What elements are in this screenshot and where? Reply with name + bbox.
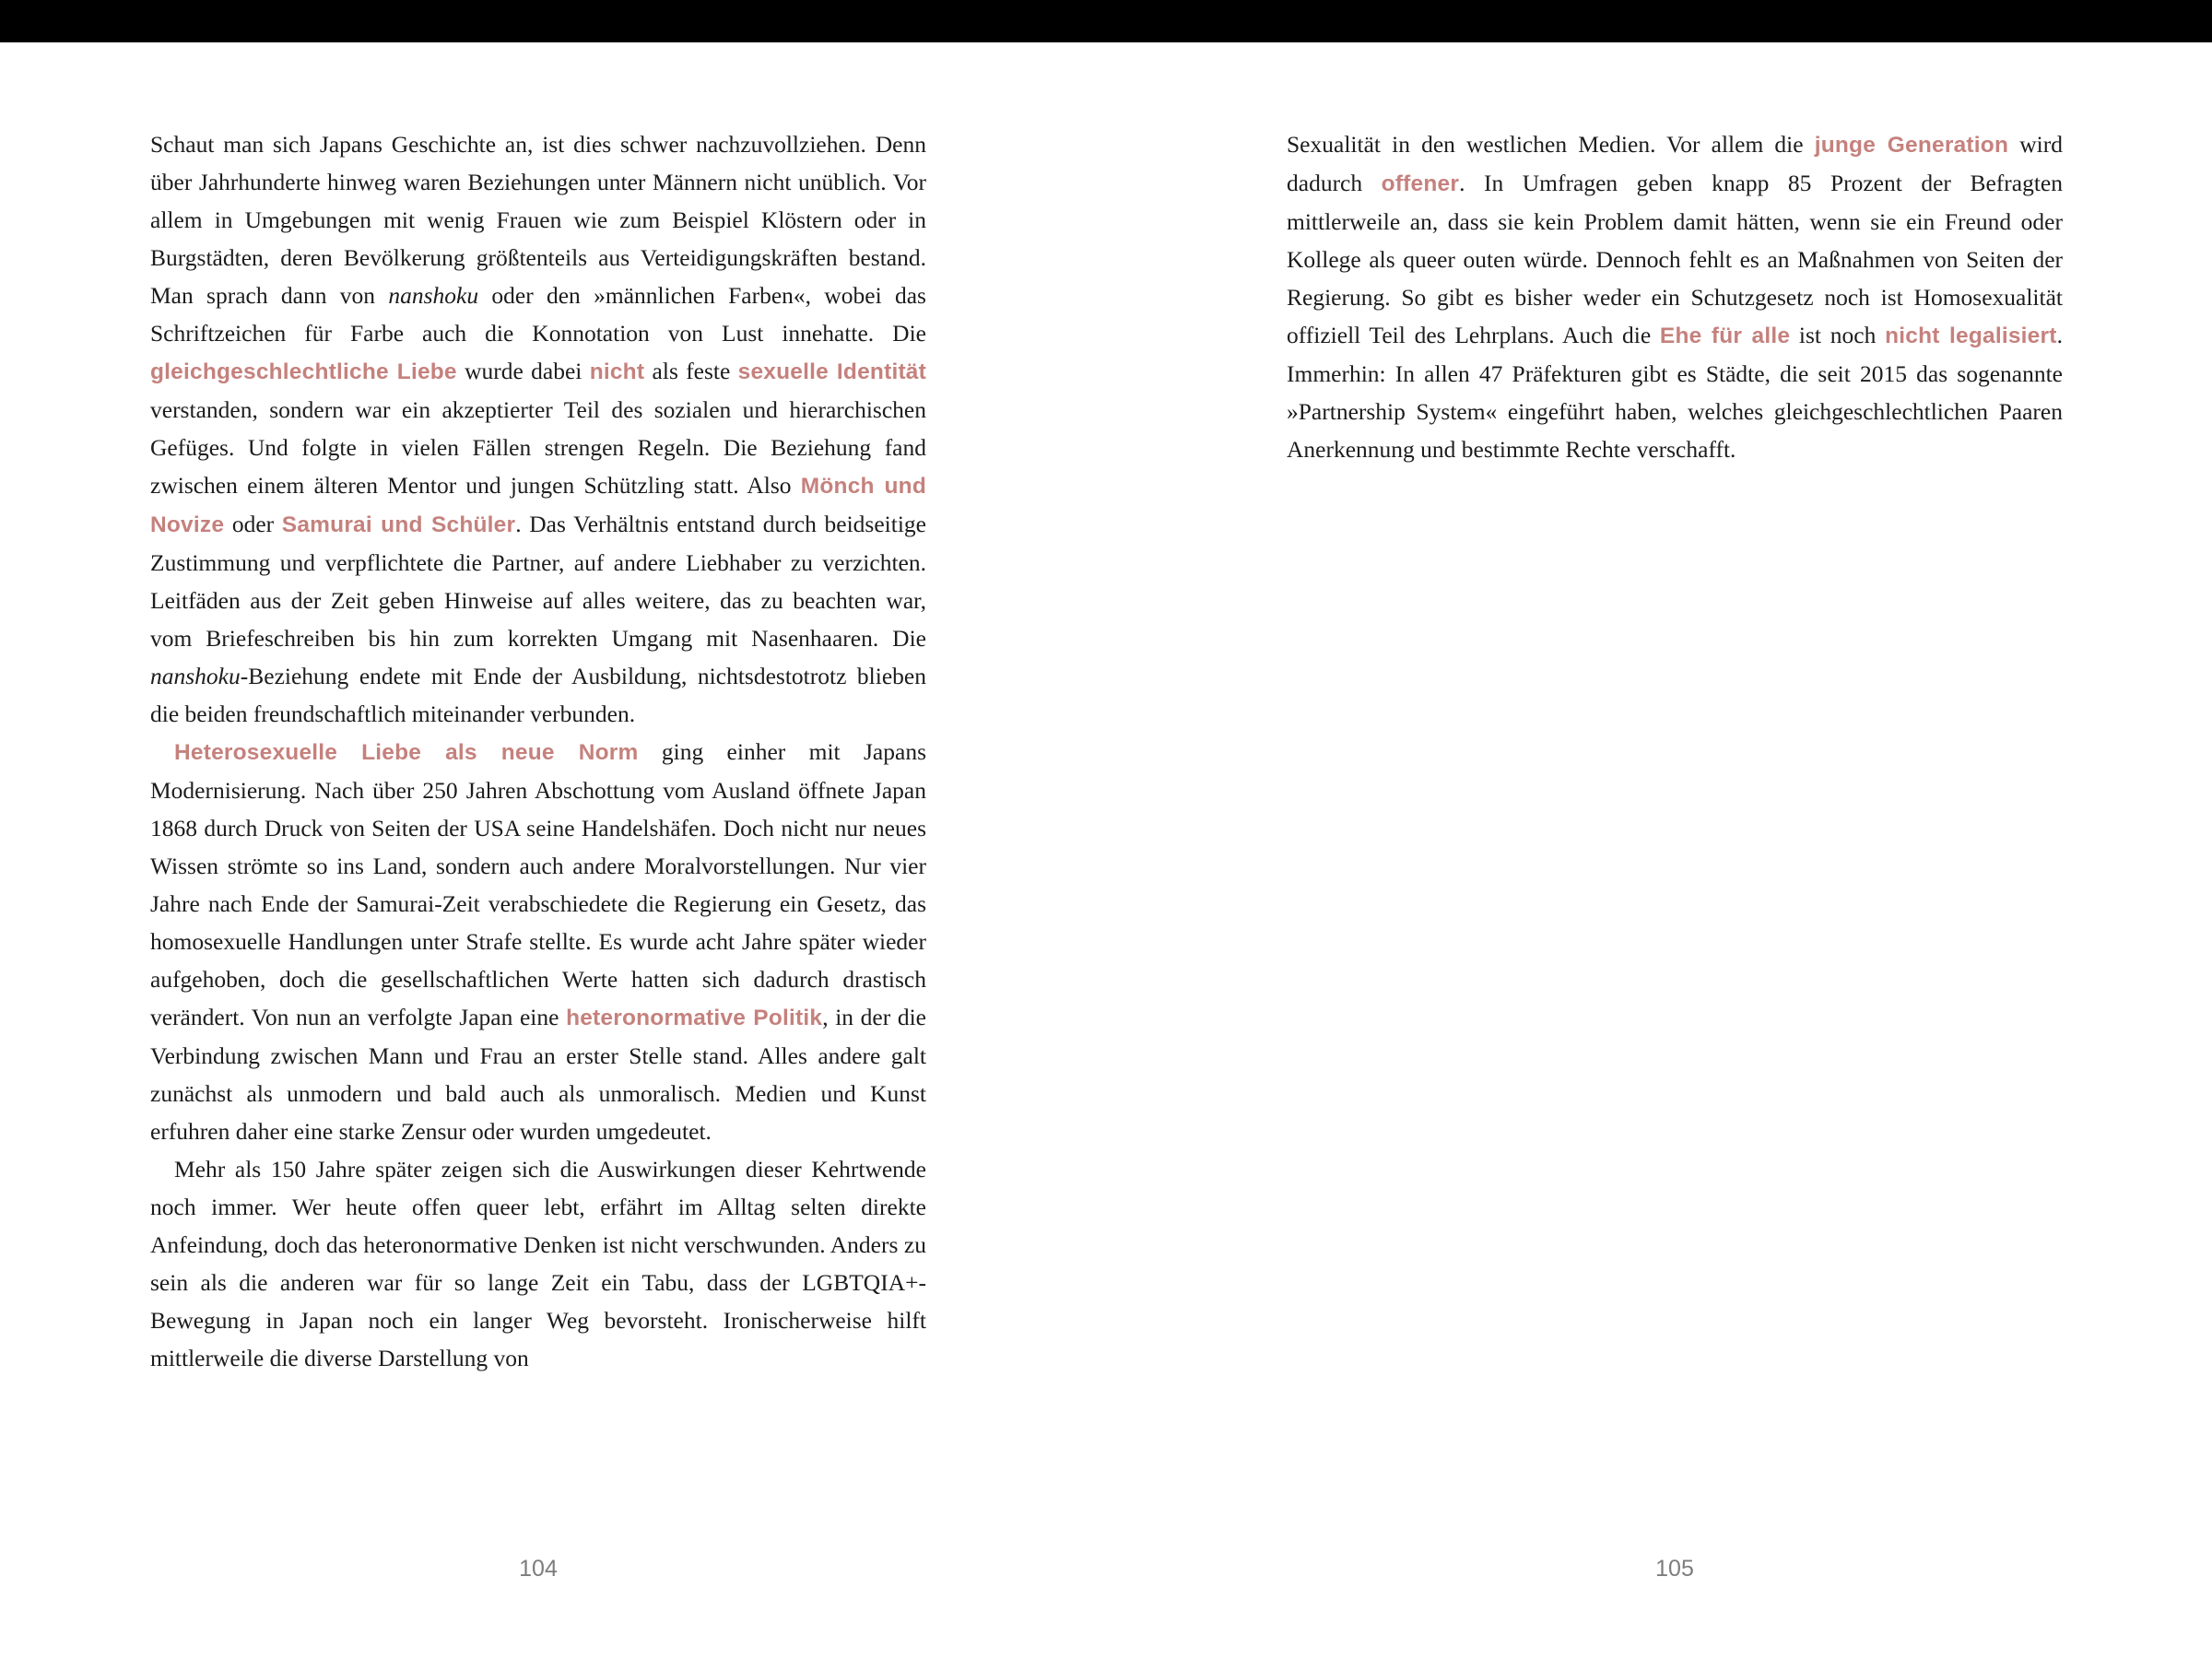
accent-text: Ehe für alle <box>1659 324 1791 348</box>
body-text: , in der die Verbindung zwischen Mann und Frau an erster Stelle stand. Alles andere galt zunächst als unmodern und bald auch als unmoralisch. Medien und Kunst erfuhren daher eine starke Zensur oder wurden umgedeutet. <box>150 1004 926 1145</box>
body-text: oder <box>224 511 282 537</box>
paragraph <box>150 733 926 1150</box>
body-text: verstanden, sondern war ein akzeptierter Teil des sozialen und hierarchischen Gefüges. Und folgte in vielen Fällen strengen Regeln. Die Beziehung fand zwischen einem älteren Mentor und jungen Schützling statt. Also <box>150 396 926 499</box>
accent-text: heteronormative Politik <box>566 1006 823 1030</box>
page-number-left: 104 <box>519 1556 558 1582</box>
accent-text: sexuelle Identität <box>737 359 926 384</box>
body-text: wird dadurch <box>1287 131 2063 196</box>
paragraph <box>1287 125 2063 468</box>
accent-text: Mönch und Novize <box>150 474 927 537</box>
body-text: Schaut man sich Japans Geschichte an, ist dies schwer nachzuvollziehen. Denn über Jahrhunderte hinweg waren Beziehungen unter Männern nicht unüblich. Vor allem in Umgebungen mit wenig Frauen wie zum Beispiel Klöstern oder in Burgstädten, deren Bevölkerung größtenteils aus Verteidigungskräften bestand. Man sprach dann von <box>150 131 926 309</box>
body-text: . Das Verhältnis entstand durch beidseitige Zustimmung und verpflichtete die Partner, auf andere Liebhaber zu verzichten. Leitfäden aus der Zeit geben Hinweise auf alles weitere, das zu beachten war, vom Briefeschreiben bis hin zum korrekten Umgang mit Nasenhaaren. Die <box>150 511 926 652</box>
italic-text: nanshoku <box>388 282 479 309</box>
accent-text: gleichgeschlechtliche Liebe <box>150 359 457 384</box>
italic-text: nanshoku <box>150 663 241 689</box>
body-text: wurde dabei <box>456 358 590 384</box>
body-text: Mehr als 150 Jahre später zeigen sich die Auswirkungen dieser Kehrtwende noch immer. Wer heute offen queer lebt, erfährt im Alltag selten direkte Anfeindung, doch das heteronormative Denken ist nicht verschwunden. Anders zu sein als die anderen war für so lange Zeit ein Tabu, dass der LGBTQIA+-Bewegung in Japan noch ein langer Weg bevorsteht. Ironischerweise hilft mittlerweile die diverse Darstellung von <box>150 1156 926 1371</box>
body-text: ging einher mit Japans Modernisierung. Nach über 250 Jahren Abschottung vom Ausland öffnete Japan 1868 durch Druck von Seiten der USA seine Handelshäfen. Doch nicht nur neues Wissen strömte so ins Land, sondern auch andere Moralvorstellungen. Nur vier Jahre nach Ende der Samurai-Zeit verabschiedete die Regierung ein Gesetz, das homosexuelle Handlungen unter Strafe stellte. Es wurde acht Jahre später wieder aufgehoben, doch die gesellschaftlichen Werte hatten sich dadurch drastisch verändert. Von nun an verfolgte Japan eine <box>150 738 926 1030</box>
accent-text: Samurai und Schüler <box>281 512 516 537</box>
top-black-bar <box>0 0 2212 42</box>
body-text: . Immerhin: In allen 47 Präfekturen gibt es Städte, die seit 2015 das sogenannte »Partnership System« eingeführt haben, welches gleichgeschlechtlichen Paaren Anerkennung und bestimmte Rechte verschafft. <box>1287 322 2063 463</box>
body-text: . In Umfragen geben knapp 85 Prozent der Befragten mittlerweile an, dass sie kein Problem damit hätten, wenn sie ein Freund oder Kollege als queer outen würde. Dennoch fehlt es an Maßnahmen von Seiten der Regierung. So gibt es bisher weder ein Schutzgesetz noch ist Homosexualität offiziell Teil des Lehrplans. Auch die <box>1287 170 2063 348</box>
accent-text: junge Generation <box>1814 133 2009 158</box>
paragraph <box>150 1150 926 1377</box>
body-text: -Beziehung endete mit Ende der Ausbildung, nichtsdestotrotz blieben die beiden freundschaftlich miteinander verbunden. <box>150 663 926 727</box>
body-text: ist noch <box>1790 322 1886 348</box>
accent-text: offener <box>1381 171 1460 196</box>
body-text: oder den »männlichen Farben«, wobei das Schriftzeichen für Farbe auch die Konnotation von Lust innehatte. Die <box>150 282 926 347</box>
accent-text: Heterosexuelle Liebe als neue Norm <box>174 740 639 765</box>
page-left-text <box>150 125 926 1377</box>
accent-text: nicht <box>589 359 645 384</box>
page-number-right: 105 <box>1655 1556 1694 1582</box>
page-right-text <box>1287 125 2063 468</box>
body-text: als feste <box>644 358 738 384</box>
body-text: Sexualität in den westlichen Medien. Vor allem die <box>1287 131 1815 158</box>
paragraph <box>150 125 926 733</box>
accent-text: nicht legalisiert <box>1885 324 2057 348</box>
